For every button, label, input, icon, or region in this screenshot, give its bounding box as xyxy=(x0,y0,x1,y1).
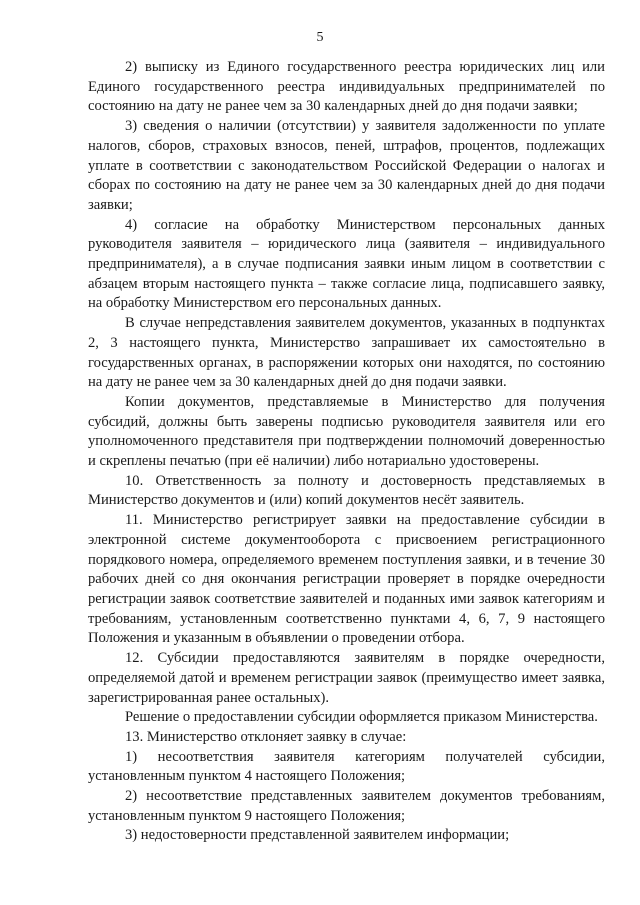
paragraph-item-10: 10. Ответственность за полноту и достоверность представляемых в Министерство документов и (или) копий документов несёт заявитель. xyxy=(88,472,605,509)
paragraph-decision: Решение о предоставлении субсидии оформляется приказом Министерства. xyxy=(125,709,598,726)
paragraph-rejection-reason-2: 2) несоответствие представленных заявителем документов требованиям, установленным пунктом 9 настоящего Положения; xyxy=(88,788,605,824)
paragraph-rejection-reason-3: 3) недостоверности представленной заявителем информации; xyxy=(125,827,510,844)
paragraph-item-11: 11. Министерство регистрирует заявки на предоставление субсидии в электронной системе документооборота с присвоением регистрационного порядкового номера, определяемого временем поступления заявки, и в течение 30 рабочих дней со дня окончания регистрации проверяет в порядке очередности регистрации заявок соответствие заявителей и поданных ими заявок категориям и требованиям, установленным соответственно пунктами 4, 6, 7, 9 настоящего Положения и указанным в объявлении о проведении отбора. xyxy=(88,512,605,647)
paragraph-personal-data-consent: 4) согласие на обработку Министерством персональных данных руководителя заявителя – юридического лица (заявителя – индивидуального предпринимателя), а в случае подписания заявки иным лицом в соответствии с абзацем вторым настоящего пункта – также согласие лица, подписавшего заявку, на обработку Министерством его персональных данных. xyxy=(88,216,605,312)
document-body xyxy=(88,58,605,846)
paragraph-extract-registry: 2) выписку из Единого государственного реестра юридических лиц или Единого государственного реестра индивидуальных предпринимателей по состоянию на дату не ранее чем за 30 календарных дней до дня подачи заявки; xyxy=(88,59,605,115)
paragraph-non-submission: В случае непредставления заявителем документов, указанных в подпунктах 2, 3 настоящего пункта, Министерство запрашивает их самостоятельно в государственных органах, в распоряжении которых они находятся, по состоянию на дату не ранее чем за 30 календарных дней до дня подачи заявки. xyxy=(88,315,605,391)
page-number: 5 xyxy=(316,30,324,45)
paragraph-rejection-reason-1: 1) несоответствия заявителя категориям получателей субсидии, установленным пунктом 4 настоящего Положения; xyxy=(88,748,605,785)
paragraph-document-copies: Копии документов, представляемые в Министерство для получения субсидий, должны быть заверены подписью руководителя заявителя или его уполномоченного представителя при подтверждении полномочий доверенностью и скреплены печатью (при её наличии) либо нотариально удостоверены. xyxy=(88,393,605,470)
paragraph-item-12: 12. Субсидии предоставляются заявителям в порядке очередности, определяемой датой и временем регистрации заявок (преимущество имеет заявка, зарегистрированная ранее остальных). xyxy=(88,650,605,706)
paragraph-item-13: 13. Министерство отклоняет заявку в случае: xyxy=(125,728,407,745)
paragraph-tax-debt-info: 3) сведения о наличии (отсутствии) у заявителя задолженности по уплате налогов, сборов, страховых взносов, пеней, штрафов, процентов, подлежащих уплате в соответствии с законодательством Российской Федерации о налогах и сборах по состоянию на дату не ранее чем за 30 календарных дней до дня подачи заявки; xyxy=(88,118,605,213)
